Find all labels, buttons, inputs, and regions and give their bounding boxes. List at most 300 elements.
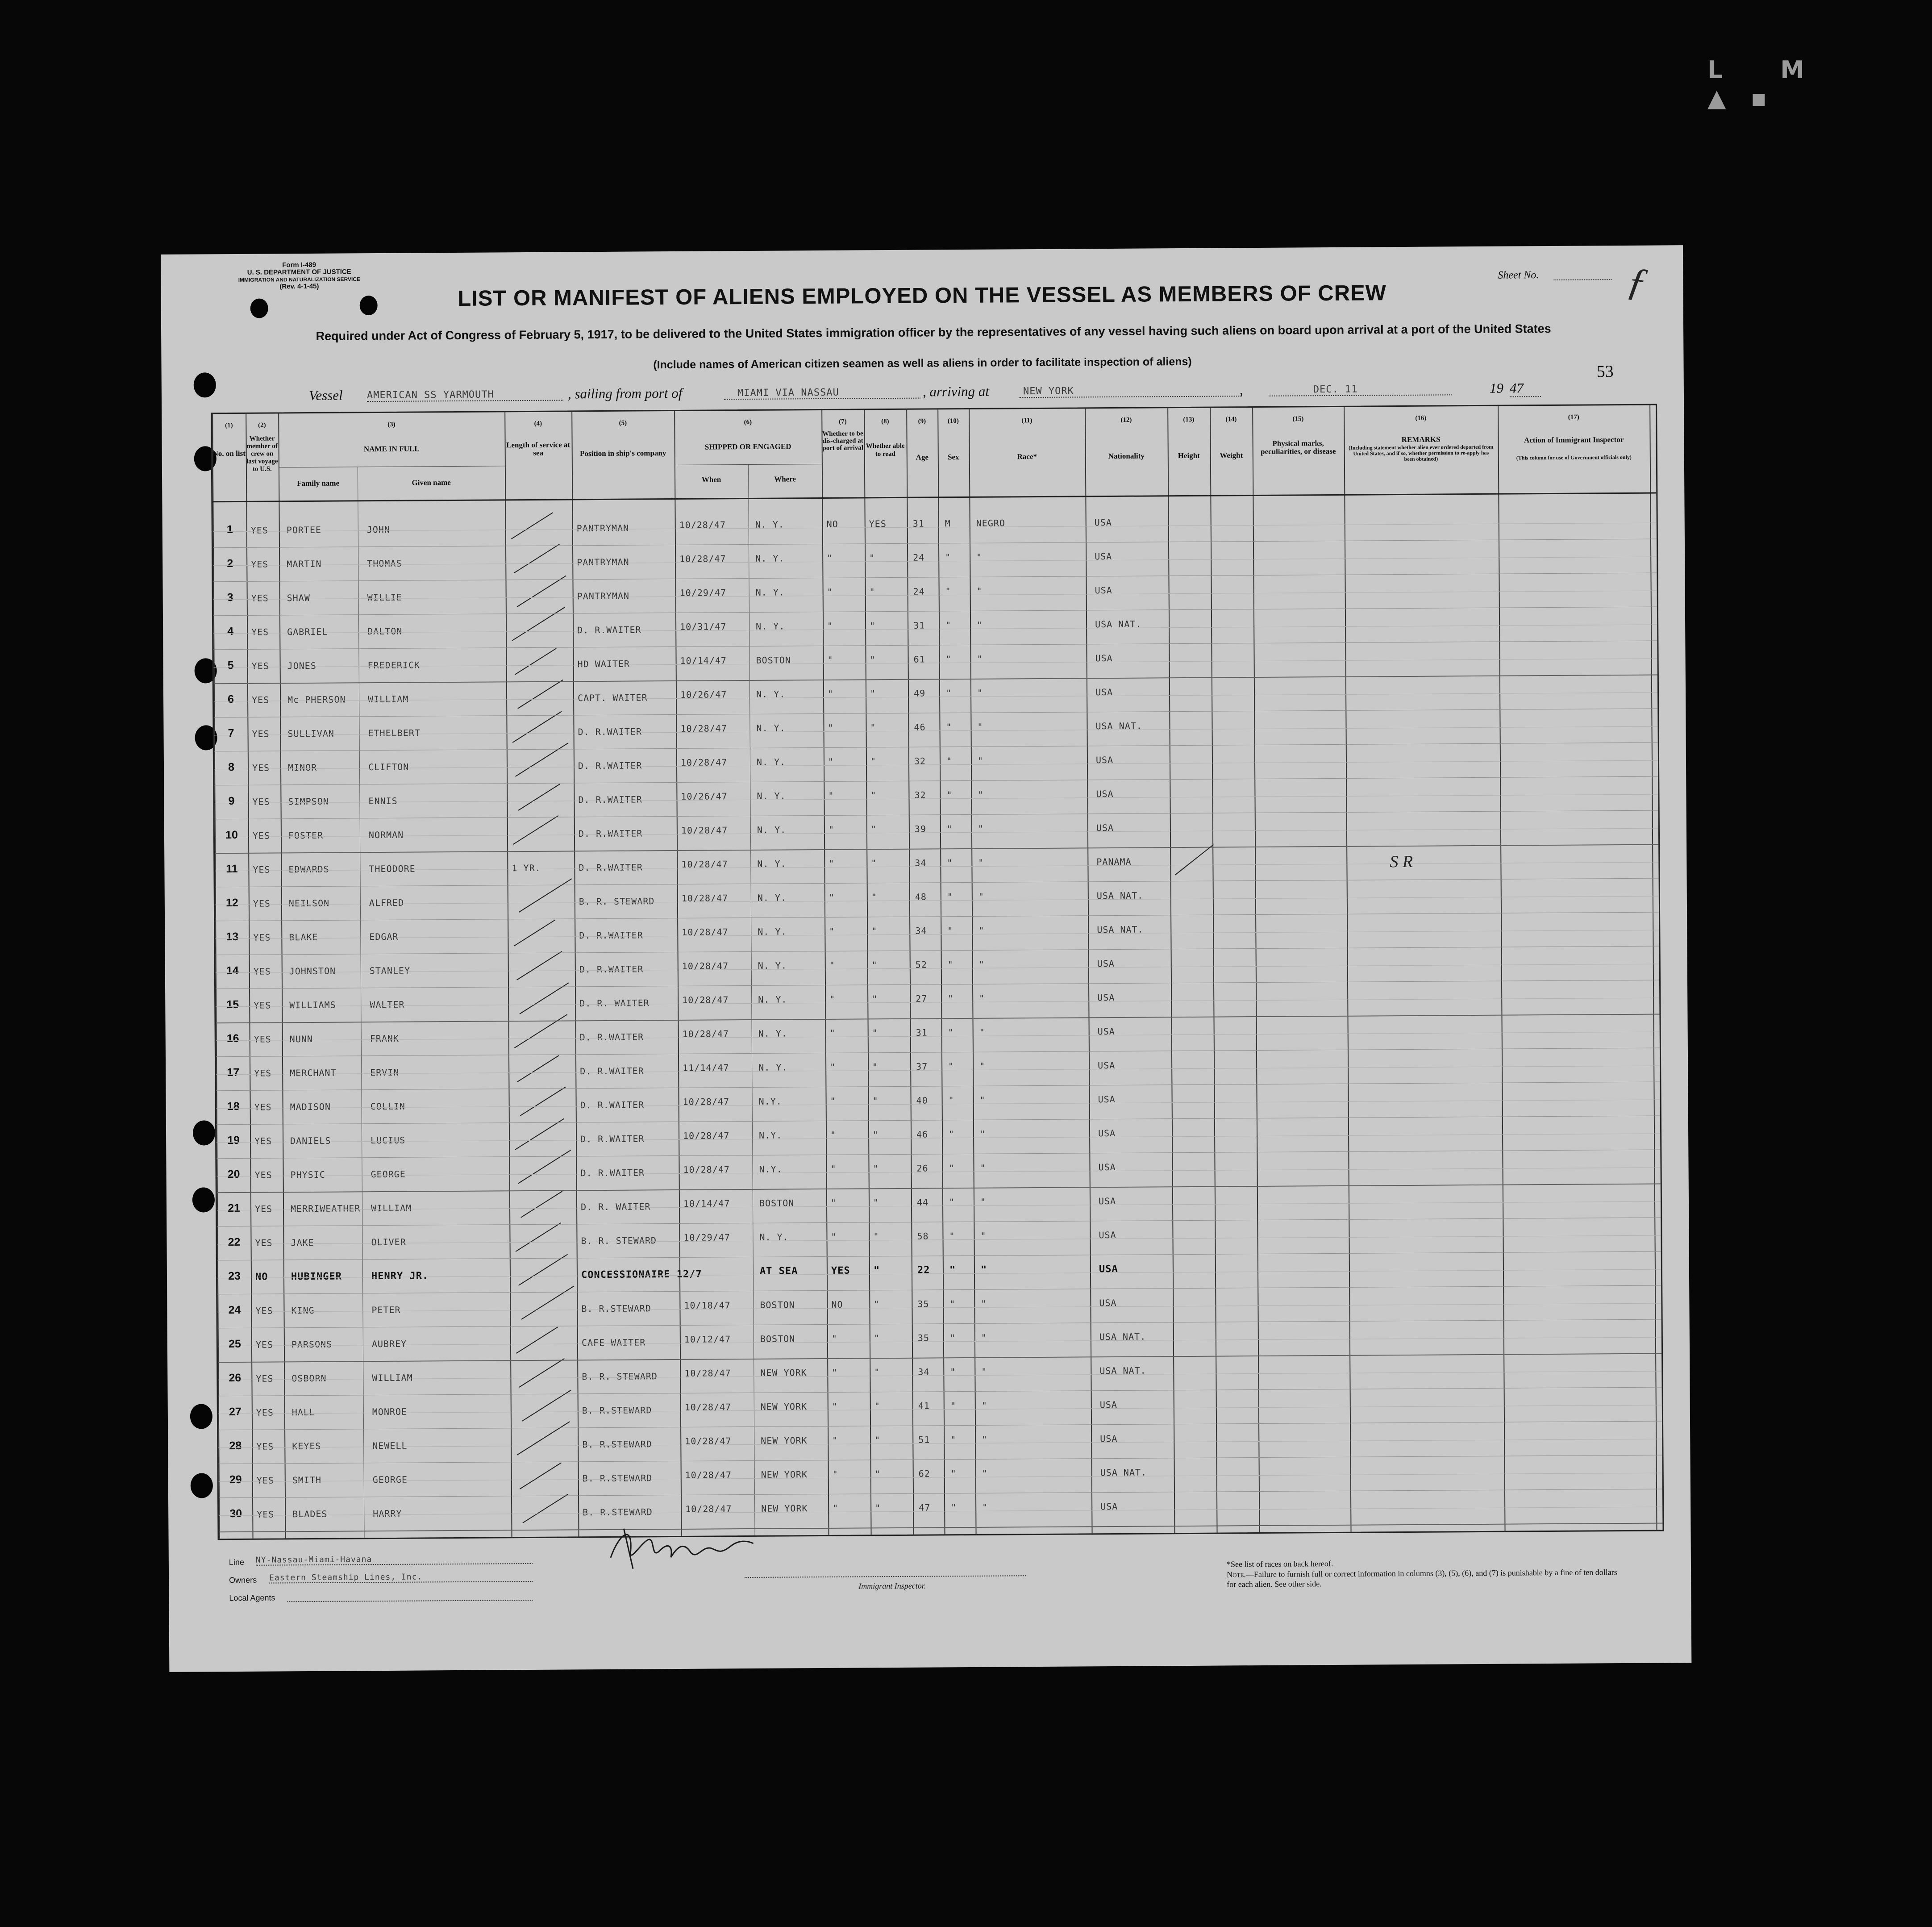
- cell-position: D. R.WAITER: [579, 930, 643, 941]
- owners-value: Eastern Steamship Lines, Inc.: [269, 1572, 533, 1584]
- sailing-label: , sailing from port of: [567, 385, 683, 402]
- cell-when: 10/28/47: [683, 1130, 730, 1141]
- cell-read: ": [873, 1163, 879, 1174]
- row-number: 5: [227, 659, 234, 672]
- row-subline: [217, 1201, 1661, 1211]
- cell-read: ": [869, 586, 875, 597]
- col-num: (15): [1292, 415, 1304, 423]
- cell-position: PANTRYMAN: [577, 590, 630, 602]
- cell-position: B. R. STEWARD: [582, 1371, 658, 1382]
- cell-sex: ": [951, 1502, 957, 1513]
- cell-nat: USA: [1098, 1161, 1116, 1173]
- cell-where: N. Y.: [758, 1062, 788, 1073]
- cell-position: D. R.WAITER: [580, 1065, 644, 1077]
- cell-nat: USA: [1097, 992, 1115, 1003]
- cell-race: ": [978, 789, 984, 800]
- cell-nat: USA: [1095, 551, 1112, 562]
- cell-family: MERCHANT: [290, 1067, 337, 1079]
- cell-family: PHYSIC: [290, 1169, 325, 1180]
- cell-position: CAPT. WAITER: [578, 692, 648, 704]
- cell-where: NEW YORK: [761, 1503, 808, 1514]
- cell-age: 58: [917, 1230, 929, 1242]
- cell-family: NEILSON: [288, 897, 330, 909]
- col-num: (9): [918, 417, 926, 425]
- cell-given: WILLIE: [367, 592, 403, 603]
- cell-race: ": [981, 1366, 987, 1377]
- cell-nat: PANAMA: [1096, 856, 1132, 868]
- row-number: 25: [228, 1337, 241, 1351]
- cell-position: D. R. WAITER: [579, 997, 650, 1009]
- col-num: (2): [258, 421, 266, 429]
- cell-when: 10/14/47: [680, 655, 727, 666]
- cell-race: ": [978, 891, 984, 902]
- cell-sex: ": [950, 1366, 956, 1377]
- cell-age: 46: [914, 722, 926, 733]
- header-name-in-full: NAME IN FULL: [363, 444, 420, 454]
- cell-race: ": [979, 1060, 986, 1072]
- cell-family: NUNN: [289, 1033, 313, 1045]
- form-identifier: Form I-489 U. S. DEPARTMENT OF JUSTICE IMMIGRATION AND NATURALIZATION SERVICE (Rev. 4-1-45): [238, 261, 361, 291]
- cell-race: ": [978, 925, 985, 936]
- cell-crew: YES: [251, 660, 269, 672]
- cell-sex: ": [948, 993, 954, 1004]
- row-divider: [216, 1014, 1660, 1024]
- row-number: 21: [228, 1201, 241, 1215]
- row-divider: [216, 1048, 1660, 1057]
- row-subline: [213, 523, 1657, 532]
- cell-family: Mc PHERSON: [287, 694, 346, 705]
- row-number: 6: [228, 693, 234, 706]
- cell-nat: USA: [1098, 1195, 1116, 1207]
- cell-where: N. Y.: [756, 621, 785, 632]
- row-number: 10: [225, 828, 238, 842]
- cell-read: ": [872, 1061, 879, 1072]
- cell-disch: ": [829, 926, 835, 937]
- arriving-at: NEW YORK: [1019, 384, 1242, 398]
- row-divider: [219, 1489, 1662, 1498]
- cell-service: 1 YR.: [512, 862, 541, 874]
- inspector-label: Immigrant Inspector.: [858, 1581, 926, 1591]
- cell-given: HENRY JR.: [371, 1270, 429, 1282]
- cell-crew: YES: [256, 1373, 274, 1384]
- cell-race: ": [980, 1230, 987, 1241]
- cell-race: ": [979, 1128, 986, 1139]
- header-race: Race*: [1017, 452, 1037, 461]
- cell-family: SMITH: [292, 1474, 322, 1486]
- vessel-line: Vessel AMERICAN SS YARMOUTH , sailing from port of MIAMI VIA NASSAU , arriving at NEW YORK , DEC. 11 19 47: [309, 380, 1626, 405]
- cell-given: FREDERICK: [367, 659, 421, 671]
- cell-disch: NO: [831, 1299, 843, 1310]
- cell-race: ": [979, 1094, 986, 1105]
- punch-hole: [193, 1120, 215, 1145]
- handwritten-slash: [1175, 844, 1214, 876]
- header-able-read: Whether able to read: [866, 442, 905, 458]
- cell-crew: YES: [254, 1034, 271, 1045]
- cell-nat: USA NAT.: [1097, 924, 1144, 935]
- cell-sex: ": [946, 755, 953, 767]
- row-subline: [216, 964, 1659, 973]
- cell-disch: ": [833, 1502, 839, 1514]
- cell-where: N. Y.: [755, 519, 785, 530]
- cell-when: 10/18/47: [684, 1300, 731, 1311]
- cell-disch: ": [828, 756, 834, 767]
- cell-where: N. Y.: [756, 722, 786, 734]
- header-when: When: [701, 475, 721, 484]
- header-family-name: Family name: [297, 479, 340, 488]
- page-subtitle: Required under Act of Congress of February 5, 1917, to be delivered to the United States immigration officer by the representatives of any vessel having such aliens on board upon arrival at a port of the United States: [316, 321, 1551, 343]
- line-value: NY-Nassau-Miami-Havana: [256, 1554, 533, 1566]
- row-divider: [218, 1353, 1661, 1363]
- cell-where: N. Y.: [757, 892, 787, 903]
- cell-age: 34: [918, 1366, 930, 1377]
- header-weight: Weight: [1220, 451, 1243, 460]
- cell-family: MINOR: [287, 762, 317, 773]
- cell-family: KING: [291, 1305, 315, 1316]
- cell-nat: USA: [1099, 1263, 1118, 1275]
- cell-read: ": [869, 552, 875, 563]
- cell-age: 31: [916, 1027, 928, 1038]
- cell-race: ": [978, 959, 985, 970]
- cell-when: 10/14/47: [683, 1198, 730, 1209]
- cell-age: 26: [916, 1163, 929, 1174]
- cell-where: NEW YORK: [760, 1401, 808, 1412]
- cell-race: ": [982, 1468, 988, 1479]
- cell-read: ": [872, 1129, 879, 1140]
- cell-race: ": [978, 823, 984, 834]
- cell-crew: YES: [251, 559, 269, 570]
- row-number: 28: [229, 1439, 242, 1452]
- row-subline: [215, 828, 1658, 841]
- cell-sex: ": [948, 1129, 955, 1140]
- row-number: 26: [229, 1371, 242, 1385]
- failure-note: Note.—Failure to furnish full or correct information in columns (3), (5), (6), and (7) is punishable by a fine of ten dollars for each alien. See other side.: [1227, 1568, 1617, 1589]
- cell-family: PORTEE: [286, 524, 322, 536]
- cell-read: ": [874, 1299, 880, 1310]
- cell-given: WILLIAM: [371, 1202, 412, 1214]
- sailing-from: MIAMI VIA NASSAU: [724, 387, 920, 400]
- row-divider: [217, 1150, 1660, 1159]
- cell-read: ": [874, 1468, 881, 1480]
- local-agents-value: [287, 1600, 533, 1602]
- cell-when: 10/28/47: [681, 859, 728, 870]
- cell-sex: ": [950, 1468, 957, 1479]
- cell-position: D. R.WAITER: [580, 1167, 645, 1179]
- cell-crew: YES: [253, 864, 271, 875]
- cell-age: 24: [913, 552, 925, 563]
- service-tick-mark: [520, 1191, 562, 1218]
- service-tick-mark: [516, 1326, 558, 1354]
- row-divider: [214, 675, 1657, 684]
- cell-crew: YES: [254, 1101, 272, 1113]
- header-remarks-note: (Including statement whether alien ever ordered deported from United States, and if so, whether permission to re-apply has been obtained): [1349, 443, 1494, 462]
- cell-position: B. R. STEWARD: [579, 896, 655, 907]
- inspector-signature: [606, 1514, 758, 1573]
- row-number: 7: [228, 727, 234, 740]
- cell-read: ": [871, 858, 877, 869]
- cell-nat: USA: [1098, 1059, 1116, 1071]
- cell-given: EDGAR: [369, 931, 399, 943]
- cell-position: D. R.WAITER: [578, 828, 643, 839]
- cell-given: FRANK: [370, 1033, 400, 1044]
- row-divider: [217, 1251, 1661, 1261]
- row-number: 1: [226, 523, 233, 536]
- cell-when: 10/29/47: [679, 587, 727, 598]
- cell-age: 34: [915, 857, 927, 868]
- cell-read: ": [870, 756, 877, 767]
- cell-given: WILLIAM: [372, 1372, 413, 1384]
- cell-where: N. Y.: [755, 553, 785, 564]
- cell-when: 10/26/47: [681, 791, 728, 802]
- row-divider: [217, 1285, 1661, 1295]
- cell-sex: ": [945, 552, 951, 563]
- cell-crew: YES: [251, 592, 269, 604]
- header-age: Age: [916, 453, 929, 462]
- cell-disch: ": [831, 1333, 837, 1344]
- punch-hole: [194, 372, 216, 397]
- cell-race: ": [980, 1196, 987, 1207]
- service-tick-mark: [511, 512, 553, 539]
- cell-age: 48: [915, 891, 927, 902]
- cell-sex: ": [945, 654, 952, 665]
- row-divider: [217, 1218, 1661, 1227]
- cell-where: N. Y.: [758, 994, 787, 1005]
- arrival-year: 47: [1510, 380, 1541, 397]
- row-divider: [219, 1455, 1662, 1464]
- cell-when: 10/28/47: [682, 960, 729, 972]
- row-subline: [216, 998, 1659, 1007]
- row-divider: [217, 1116, 1660, 1125]
- cell-disch: YES: [831, 1265, 850, 1276]
- header-action: Action of Immigrant Inspector: [1524, 435, 1624, 445]
- cell-disch: ": [830, 1197, 837, 1208]
- cell-when: 10/28/47: [683, 1096, 730, 1107]
- cell-crew: YES: [253, 898, 271, 909]
- cell-position: PANTRYMAN: [577, 556, 629, 568]
- service-tick-mark: [514, 1014, 567, 1048]
- cell-sex: ": [945, 688, 952, 699]
- cell-given: AUBREY: [371, 1338, 407, 1350]
- cell-age: 46: [916, 1129, 929, 1140]
- cell-race: ": [977, 619, 983, 630]
- cell-nat: USA: [1097, 958, 1115, 969]
- cell-when: 10/28/47: [681, 893, 729, 904]
- cell-crew: YES: [254, 1203, 273, 1214]
- cell-crew: YES: [254, 1068, 272, 1079]
- handwritten-remark: S R: [1390, 852, 1413, 872]
- cell-given: ENNIS: [368, 795, 398, 807]
- cell-family: WILLIAMS: [289, 999, 336, 1011]
- row-divider: [214, 742, 1658, 752]
- cell-when: 10/26/47: [680, 689, 727, 700]
- cell-given: CLIFTON: [368, 761, 409, 773]
- row-number: 8: [228, 761, 235, 774]
- cell-crew: YES: [252, 796, 270, 807]
- cell-disch: ": [827, 552, 833, 563]
- cell-read: ": [873, 1265, 880, 1276]
- cell-age: 37: [916, 1061, 928, 1072]
- cell-age: 39: [914, 823, 927, 834]
- cell-race: ": [979, 993, 985, 1004]
- punch-hole: [192, 1187, 215, 1212]
- cell-when: 10/28/47: [681, 825, 728, 836]
- row-subline: [216, 1066, 1660, 1075]
- cell-read: ": [870, 654, 876, 665]
- cell-when: 10/12/47: [684, 1334, 731, 1345]
- cell-crew: YES: [256, 1441, 274, 1452]
- service-tick-mark: [521, 1285, 575, 1320]
- cell-race: ": [977, 721, 983, 732]
- cell-given: THOMAS: [367, 558, 402, 569]
- col-num: (5): [619, 419, 627, 427]
- cell-family: JOHNSTON: [289, 965, 336, 977]
- cell-disch: ": [830, 1129, 837, 1140]
- cell-given: JOHN: [366, 524, 391, 535]
- header-position: Position in ship's company: [580, 449, 666, 458]
- row-subline: [214, 659, 1657, 668]
- row-divider: [215, 810, 1658, 820]
- cell-age: 44: [916, 1197, 929, 1208]
- cell-nat: USA: [1096, 822, 1114, 834]
- row-subline: [217, 1269, 1661, 1279]
- cell-age: 61: [913, 654, 925, 665]
- row-subline: [217, 1168, 1661, 1177]
- cell-family: GABRIEL: [287, 626, 328, 638]
- cell-crew: YES: [251, 626, 269, 638]
- cell-crew: YES: [253, 966, 271, 977]
- cell-disch: ": [827, 688, 834, 699]
- header-height: Height: [1178, 451, 1200, 460]
- cell-age: 32: [914, 789, 926, 801]
- cell-when: 10/28/47: [680, 723, 727, 734]
- cell-read: ": [871, 892, 877, 903]
- cell-where: BOSTON: [759, 1197, 795, 1209]
- row-divider: [218, 1421, 1662, 1431]
- cell-race: ": [980, 1264, 987, 1276]
- service-tick-mark: [520, 1087, 566, 1116]
- cell-crew: YES: [252, 762, 270, 773]
- cell-sex: M: [945, 518, 951, 529]
- col-num: (6): [744, 418, 752, 426]
- cell-read: ": [871, 926, 878, 937]
- page-number: 53: [1596, 362, 1614, 381]
- cell-family: JONES: [287, 660, 316, 672]
- service-tick-mark: [520, 1462, 562, 1489]
- service-tick-mark: [517, 576, 566, 607]
- cell-race: NEGRO: [976, 517, 1006, 529]
- cell-where: BOSTON: [760, 1333, 795, 1344]
- cell-family: MADISON: [290, 1101, 331, 1113]
- cell-nat: USA: [1095, 584, 1112, 596]
- service-tick-mark: [522, 1494, 568, 1523]
- cell-when: 10/31/47: [680, 621, 727, 632]
- cell-disch: ": [830, 1061, 836, 1072]
- cell-position: B. R.STEWARD: [583, 1506, 653, 1518]
- cell-crew: YES: [255, 1237, 273, 1248]
- cell-when: 10/28/47: [682, 926, 729, 938]
- page-subnote: (Include names of American citizen seamen as well as aliens in order to facilitate inspection of aliens): [653, 355, 1192, 371]
- cell-position: B. R.STEWARD: [582, 1439, 652, 1450]
- header-discharged: Whether to be dis-charged at port of arrival: [822, 430, 864, 452]
- cell-sex: ": [945, 620, 952, 631]
- cell-age: 22: [917, 1264, 930, 1276]
- cell-where: N. Y.: [757, 824, 787, 835]
- service-tick-mark: [516, 951, 562, 980]
- cell-age: 31: [912, 518, 924, 529]
- service-tick-mark: [518, 1254, 568, 1286]
- arrival-date: DEC. 11: [1269, 383, 1452, 396]
- cell-age: 40: [916, 1095, 928, 1106]
- cell-disch: ": [827, 654, 833, 665]
- cell-sex: ": [949, 1197, 955, 1208]
- cell-age: 32: [914, 755, 926, 767]
- cell-nat: USA NAT.: [1100, 1467, 1147, 1478]
- row-divider: [218, 1387, 1662, 1397]
- row-divider: [213, 607, 1657, 616]
- cell-crew: NO: [255, 1271, 268, 1283]
- row-number: 23: [228, 1269, 241, 1283]
- cell-where: N. Y.: [758, 926, 787, 937]
- cell-read: ": [875, 1502, 881, 1514]
- cell-position: D. R.WAITER: [577, 624, 641, 636]
- cell-race: ": [981, 1332, 987, 1343]
- row-divider: [214, 709, 1657, 718]
- punch-hole: [190, 1404, 212, 1429]
- row-divider: [213, 573, 1657, 582]
- cell-age: 52: [915, 959, 927, 970]
- vessel-label: Vessel: [308, 387, 343, 403]
- cell-given: HARRY: [373, 1508, 402, 1519]
- cell-nat: USA: [1100, 1501, 1118, 1512]
- cell-nat: USA: [1099, 1399, 1117, 1410]
- arriving-label: , arriving at: [922, 383, 989, 400]
- service-tick-mark: [514, 544, 559, 573]
- cell-race: ": [976, 585, 983, 596]
- row-divider: [219, 1523, 1662, 1533]
- cell-read: ": [871, 959, 878, 971]
- sheet-number-label: Sheet No.: [1498, 269, 1539, 281]
- row-divider: [215, 844, 1658, 854]
- row-subline: [217, 1134, 1660, 1143]
- cell-crew: YES: [250, 525, 268, 536]
- service-tick-mark: [513, 815, 558, 845]
- cell-crew: YES: [257, 1509, 275, 1520]
- cell-crew: YES: [252, 830, 271, 841]
- cell-nat: USA: [1096, 788, 1114, 800]
- cell-read: ": [872, 993, 878, 1005]
- row-divider: [215, 912, 1659, 922]
- cell-when: 10/28/47: [679, 553, 726, 564]
- cell-when: 10/28/47: [684, 1368, 731, 1379]
- cell-disch: ": [832, 1401, 838, 1412]
- cell-family: BLADES: [292, 1508, 328, 1520]
- cell-read: ": [874, 1401, 880, 1412]
- cell-given: MONROE: [372, 1406, 408, 1418]
- cell-family: SULLIVAN: [287, 728, 334, 739]
- cell-read: ": [870, 688, 876, 699]
- header-crew-last-voyage: Whether member of crew on last voyage to U.S.: [246, 435, 278, 473]
- cell-where: NEW YORK: [761, 1435, 808, 1446]
- cell-where: N.Y.: [759, 1164, 783, 1175]
- cell-position: D. R.WAITER: [578, 726, 642, 738]
- cell-when: 10/28/47: [685, 1435, 732, 1447]
- cell-race: ": [981, 1298, 987, 1309]
- row-divider: [216, 946, 1659, 955]
- cell-disch: ": [829, 858, 835, 869]
- header-no-on-list: No. on list: [212, 449, 246, 458]
- cell-read: ": [873, 1197, 879, 1208]
- service-tick-mark: [518, 1150, 571, 1184]
- cell-position: CAFE WAITER: [581, 1337, 646, 1348]
